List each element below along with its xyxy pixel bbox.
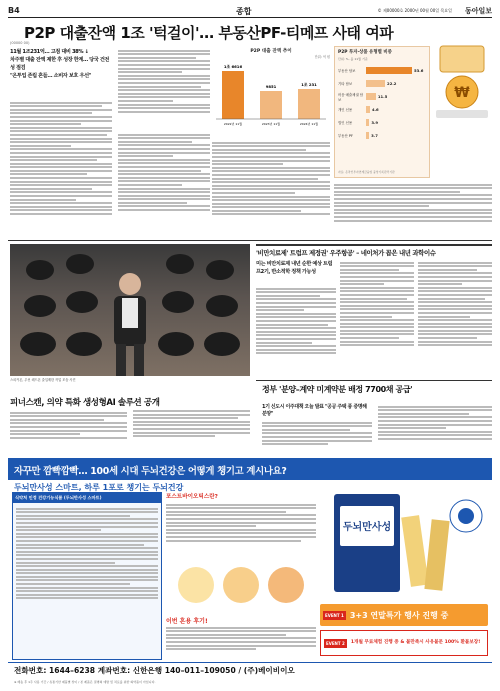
paper-name: 동아일보 xyxy=(464,7,492,15)
chart2-row-label: 기타 담보 xyxy=(338,82,353,86)
article-body-col2 xyxy=(118,48,210,128)
chart2-value: 22.2 xyxy=(387,81,397,86)
chart2-source: 자료: 온라인투자연계금융업 중앙기록관리기관 xyxy=(338,170,395,174)
chart2-row-label: 법인 신용 xyxy=(338,121,353,125)
tick-2023: 2023년 11월 xyxy=(261,122,281,126)
right-mid-body-2 xyxy=(340,260,414,376)
top-byline: (00000 00) xyxy=(10,41,30,45)
ad-panel-text xyxy=(13,503,161,653)
chart2-row xyxy=(338,103,426,116)
bottom-right-body-1 xyxy=(262,420,372,454)
chart1-unit: 단위: 억 원 xyxy=(314,55,330,59)
postbiotics-title: 포스트바이오틱스란? xyxy=(166,494,218,500)
photo-caption: 스피커폰, 무선 헤드폰 출입제한 작업 모습 사진 xyxy=(10,378,76,382)
bottom-right-body-2 xyxy=(378,404,492,454)
top-lead-block xyxy=(10,48,112,80)
event-review-text xyxy=(166,625,316,665)
issue-date: © 제00000호 2000년 00월 00일 목요일 xyxy=(377,8,452,13)
label-2024: 1조 231 xyxy=(301,82,317,87)
chart-product-share xyxy=(334,46,430,178)
article-body-col1 xyxy=(10,100,112,240)
event1-text: 3+3 연말특가 행사 진행 중 xyxy=(349,610,449,620)
svg-text:₩: ₩ xyxy=(454,85,470,101)
stick-pack-icon xyxy=(401,515,429,587)
article-body-col3 xyxy=(212,140,330,236)
chart2-bar xyxy=(366,67,412,74)
event1-label: EVENT 1 xyxy=(325,612,344,618)
bottom-right-headline: 정부 '분양–계약 미계약분 배정 7700채 공급' xyxy=(262,385,413,394)
lead-line-2: 차주별 대출 잔액 제한 후 성장 한계… 당국 건전성 점검 xyxy=(10,57,110,71)
chart2-row xyxy=(338,90,426,103)
event-review-title: 이번 혼용 후기! xyxy=(166,618,208,625)
section-name: 종합 xyxy=(236,7,252,16)
bottom-right-article xyxy=(256,380,492,381)
page-number: B4 xyxy=(8,6,20,15)
chart2-bar xyxy=(366,132,369,139)
tick-2024: 2024년 11월 xyxy=(299,122,319,126)
chart2-bar xyxy=(366,93,376,100)
chart2-rows xyxy=(335,61,429,145)
chart2-row xyxy=(338,116,426,129)
ad-footer: ※ 배송 후 1주 사용 기간 / 유통기한 제품별 상이 / 본 제품은 질병의 예방 및 치료를 위한 의약품이 아닙니다. xyxy=(14,680,156,684)
chart2-bar xyxy=(366,80,385,87)
article-body-col4 xyxy=(334,182,492,236)
right-mid-headline: '비만치료제' 트럼프 제정권' 우주항공' – 네이처가 꼽은 내년 과학이슈 xyxy=(256,249,436,257)
label-2023: 9851 xyxy=(265,84,277,89)
left-mid-body xyxy=(10,410,250,450)
chart2-bar xyxy=(366,119,369,126)
chart1-svg xyxy=(212,59,330,133)
left-mid-headline: 피너스캔, 의약 특화 생성형AI 솔루션 공개 xyxy=(10,398,160,408)
chart1-title: P2P 대출 잔액 추이 xyxy=(250,49,292,54)
right-mid-body-1 xyxy=(256,286,336,376)
product-name: 두뇌만사성 xyxy=(342,522,392,533)
page-header xyxy=(8,6,492,18)
stack-icon xyxy=(436,110,488,118)
chart2-row-label: 부동산 PF xyxy=(338,134,353,138)
person-figure xyxy=(114,273,146,376)
event2-banner xyxy=(320,630,488,656)
lead-line-1: 11월 1조231억… 고점 대비 38% ↓ xyxy=(10,49,89,55)
postbiotics-text xyxy=(166,502,316,560)
chart2-title: P2P 투자·상품 유형별 비중 xyxy=(338,50,392,55)
ad-info-panel xyxy=(12,492,162,660)
label-2022: 1조 6616 xyxy=(223,64,243,69)
chart-loan-balance xyxy=(212,48,330,136)
lead-line-3: "온투업 존립 흔들… 소비자 보호 우선" xyxy=(10,73,91,79)
ad-subheadline: 두뇌만사성 스마트, 하루 1포로 챙기는 두뇌건강 xyxy=(14,483,184,492)
chart2-row-label: 어음·매출채권 담보 xyxy=(338,92,364,102)
chart2-row-label: 개인 신용 xyxy=(338,108,353,112)
chart2-bar xyxy=(366,106,370,113)
chart2-row-label: 부동산 담보 xyxy=(338,69,356,73)
chart2-row xyxy=(338,64,426,77)
ad-panel-title: 식약처 인정 건강기능식품 (두뇌만사성 스마트) xyxy=(13,493,161,503)
top-headline: P2P 대출잔액 1조 '턱걸이'… 부동산PF-티메프 사태 여파 xyxy=(24,24,394,42)
banknote-icon xyxy=(440,46,484,72)
bar-2024 xyxy=(298,89,320,119)
tick-2022: 2022년 11월 xyxy=(223,122,243,126)
news-photo xyxy=(10,244,250,376)
bar-2023 xyxy=(260,91,282,119)
event2-text: 1개월 무료체험 진행 중 & 불만족시 사유불문 100% 환불보장! xyxy=(350,640,481,645)
chart2-value: 11.5 xyxy=(377,94,388,99)
coin-illustration xyxy=(432,40,492,122)
chart2-value: 3.9 xyxy=(371,120,379,125)
section-divider xyxy=(8,240,492,241)
bar-2022 xyxy=(222,71,244,119)
bottom-right-sub: 1기 신도시 이주대책 오늘 발표 "공공 주택 풍 증명해 분양" xyxy=(262,404,367,417)
chart2-value: 4.6 xyxy=(371,107,379,112)
product-visual xyxy=(320,486,488,602)
right-mid-body-3 xyxy=(418,260,492,376)
ad-contact: 전화번호: 1644–6238 계좌번호: 신한은행 140–011–109050 / (주)베이비이오 xyxy=(8,662,492,678)
chart2-unit: 단위: %, 올 11월 기준 xyxy=(338,57,368,61)
ad-middle-panel xyxy=(166,492,316,660)
article-body-col2b xyxy=(118,132,210,236)
event2-label: EVENT 2 xyxy=(326,640,345,646)
chart2-value: 53.6 xyxy=(414,68,424,73)
event1-banner xyxy=(320,604,488,626)
right-mid-subhead: 미는 비만치료제 내년 순한 예상 트럼프2기, 반소적학 정책 가능성 xyxy=(256,261,333,275)
right-mid-article xyxy=(256,244,492,257)
chart2-row xyxy=(338,77,426,90)
chart2-row xyxy=(338,129,426,142)
chart2-value: 3.7 xyxy=(371,133,378,138)
bacteria-illustration xyxy=(166,560,316,610)
ad-headline: 자꾸만 깜빡깜빡… 100세 시대 두뇌건강은 어떻게 챙기고 계시나요? xyxy=(8,460,492,480)
